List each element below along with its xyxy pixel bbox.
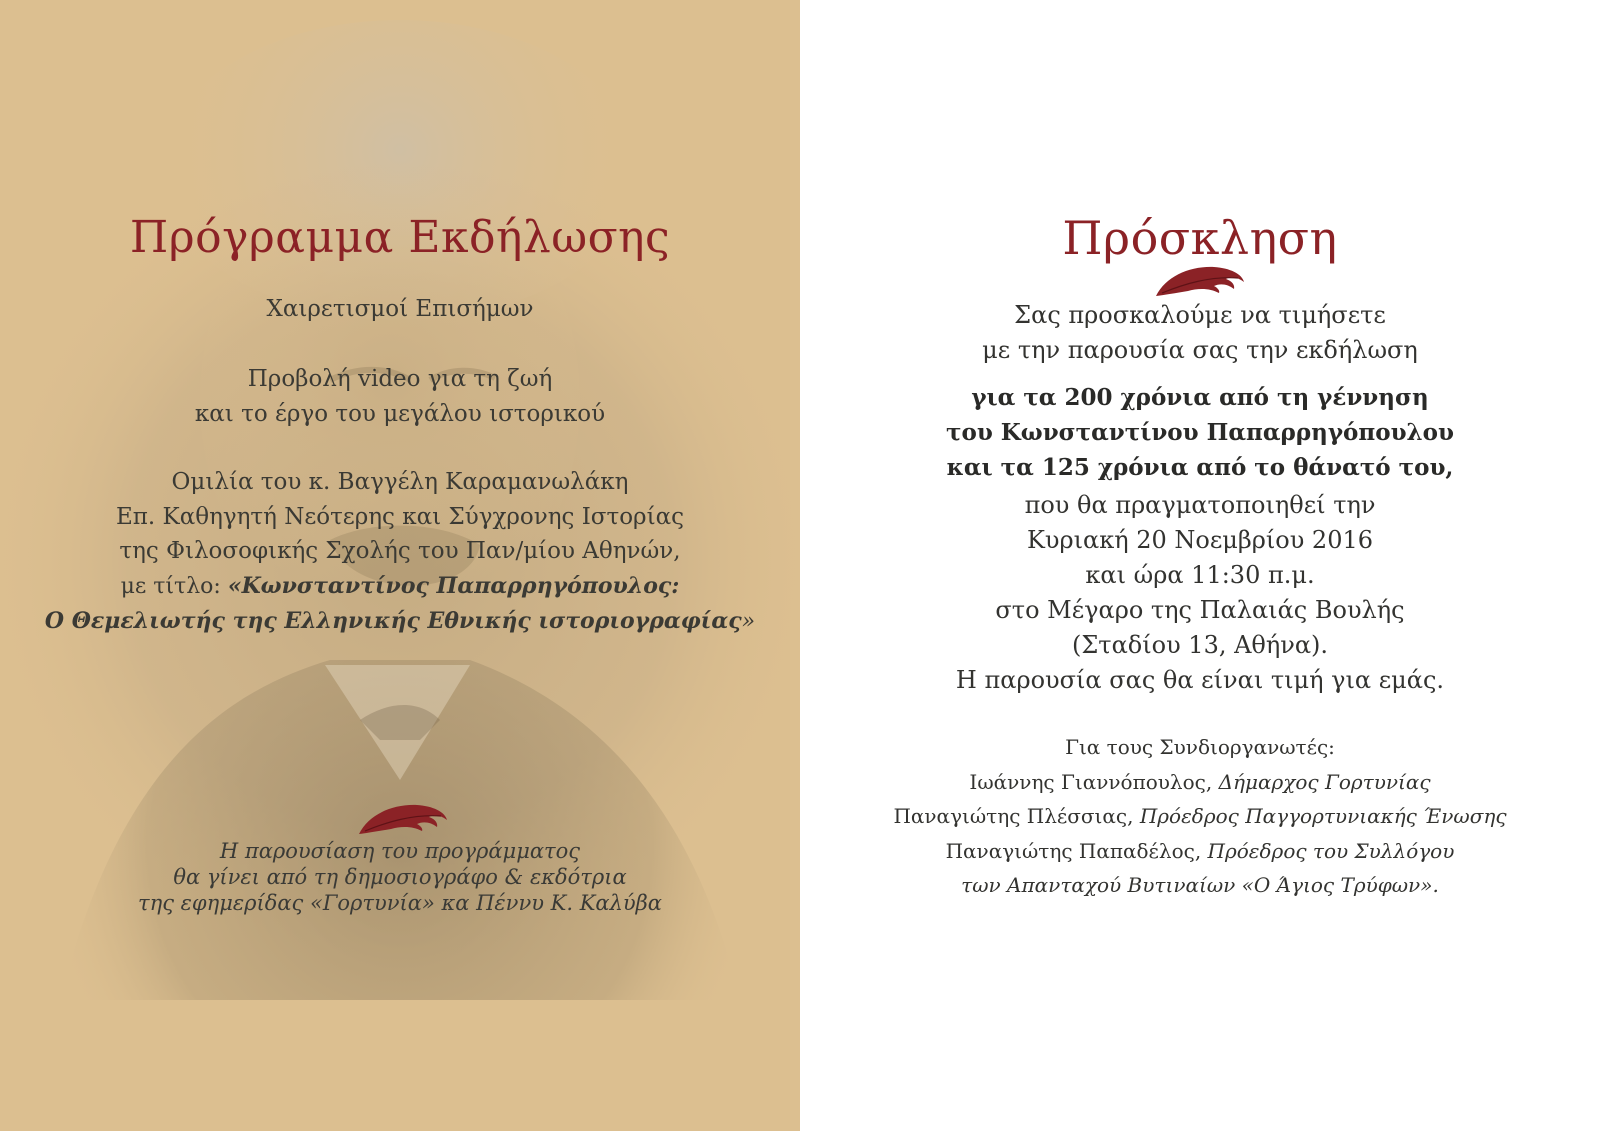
- feather-ornament-icon: [1152, 262, 1247, 300]
- credit-line-2: θα γίνει από τη δημοσιογράφο & εκδότρια: [173, 865, 627, 889]
- speech-line-5: [0, 604, 800, 640]
- event-address: (Σταδίου 13, Αθήνα).: [1071, 631, 1329, 659]
- video-line-1: Προβολή video για τη ζωή: [247, 366, 553, 392]
- video-line-2: και το έργο του μεγάλου ιστορικού: [194, 400, 606, 427]
- organizer-1-name: Ιωάννης Γιαννόπουλος,: [969, 769, 1219, 794]
- speech-title-close: »: [741, 609, 756, 634]
- intro-line-2: με την παρουσία σας την εκδήλωση: [982, 336, 1418, 364]
- anniversary-line-2: του Κωνσταντίνου Παπαρρηγόπουλου: [946, 419, 1454, 446]
- greetings-section: [0, 292, 800, 327]
- greetings-line: Χαιρετισμοί Επισήμων: [266, 296, 534, 322]
- invitation-intro: [800, 298, 1600, 368]
- organizer-1: [800, 765, 1600, 800]
- program-title: Πρόγραμμα Εκδήλωσης: [129, 212, 671, 263]
- speech-line-4: [0, 569, 800, 605]
- organizers-section: [800, 730, 1600, 903]
- speech-title-prefix: με τίτλο:: [120, 573, 228, 599]
- intro-line-1: Σας προσκαλούμε να τιμήσετε: [1014, 301, 1386, 329]
- organizer-2-role: Πρόεδρος Παγγορτυνιακής Ένωσης: [1139, 804, 1507, 828]
- anniversary-statement: [800, 380, 1600, 485]
- credit-line-1: Η παρουσίαση του προγράμματος: [219, 839, 581, 863]
- event-time: και ώρα 11:30 π.μ.: [1085, 561, 1315, 589]
- invitation-panel: [800, 0, 1600, 1131]
- invitation-title: Πρόσκληση: [1062, 211, 1338, 265]
- event-venue: στο Μέγαρο της Παλαιάς Βουλής: [995, 596, 1405, 624]
- speech-section: [0, 465, 800, 640]
- speech-title-part-2: Ο Θεμελιωτής της Ελληνικής Εθνικής ιστοριογραφίας: [44, 608, 742, 634]
- speech-line-3: της Φιλοσοφικής Σχολής του Παν/μίου Αθηνών,: [119, 538, 681, 564]
- organizer-1-role: Δήμαρχος Γορτυνίας: [1218, 769, 1431, 794]
- organizer-3: [800, 834, 1600, 869]
- closing-line: Η παρουσία σας θα είναι τιμή για εμάς.: [955, 666, 1445, 694]
- organizer-3-role-continued: των Απανταχού Βυτιναίων «Ο Άγιος Τρύφων».: [961, 873, 1439, 897]
- credit-line-3: της εφημερίδας «Γορτυνία» κα Πέννυ Κ. Καλύβα: [138, 891, 662, 915]
- organizer-2: [800, 799, 1600, 834]
- presenter-credit: [0, 838, 800, 916]
- feather-ornament-icon: [355, 800, 450, 838]
- organizers-heading: Για τους Συνδιοργανωτές:: [1065, 735, 1335, 759]
- speech-line-1: Ομιλία του κ. Βαγγέλη Καραμανωλάκη: [171, 469, 629, 495]
- speech-title-part-1: «Κωνσταντίνος Παπαρρηγόπουλος:: [227, 572, 680, 599]
- anniversary-line-3: και τα 125 χρόνια από το θάνατό του,: [946, 454, 1454, 481]
- organizer-3-role: Πρόεδρος του Συλλόγου: [1207, 838, 1455, 863]
- event-details: [800, 488, 1600, 698]
- video-section: [0, 362, 800, 431]
- details-line-1: που θα πραγματοποιηθεί την: [1024, 491, 1376, 519]
- event-date: Κυριακή 20 Νοεμβρίου 2016: [1026, 526, 1374, 554]
- organizer-2-name: Παναγιώτης Πλέσσιας,: [893, 804, 1140, 828]
- speech-line-2: Επ. Καθηγητή Νεότερης και Σύγχρονης Ιστορίας: [115, 503, 685, 530]
- anniversary-line-1: για τα 200 χρόνια από τη γέννηση: [971, 384, 1429, 411]
- organizer-3-name: Παναγιώτης Παπαδέλος,: [945, 838, 1208, 863]
